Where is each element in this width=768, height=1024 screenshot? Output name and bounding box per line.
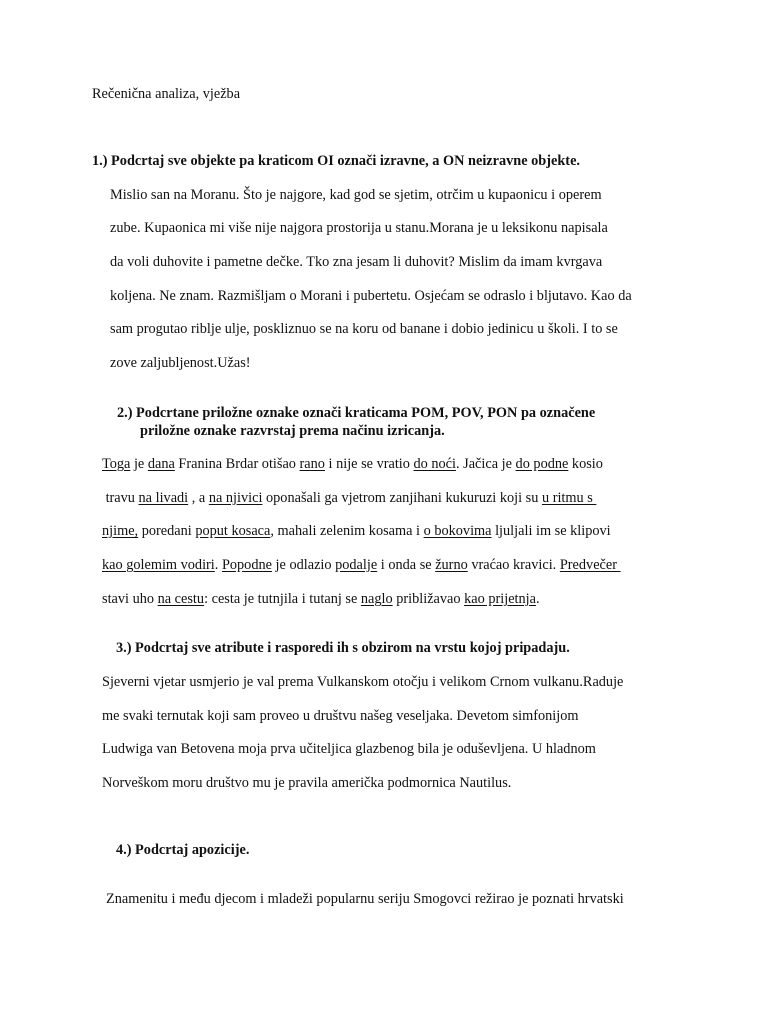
- underlined-adverbial: poput kosaca: [195, 523, 271, 539]
- task1-line: sam progutao riblje ulje, poskliznuo se na koru od banane i dobio jedinicu u školi. I to se: [110, 321, 618, 337]
- underlined-adverbial: žurno: [435, 557, 468, 573]
- task2-heading-line2: priložne oznake razvrstaj prema načinu izricanja.: [140, 423, 445, 439]
- text-segment: , mahali zelenim kosama i: [270, 523, 424, 539]
- underlined-adverbial: naglo: [360, 591, 393, 607]
- underlined-adverbial: na livadi: [138, 490, 189, 506]
- text-segment: je: [130, 456, 148, 472]
- text-segment: kosio: [568, 456, 603, 472]
- text-segment: : cesta je tutnjila i tutanj se: [204, 591, 361, 607]
- text-segment: i onda se: [377, 557, 436, 573]
- task3-line: Norveškom moru društvo mu je pravila američka podmornica Nautilus.: [102, 775, 512, 791]
- task3-line: me svaki ternutak koji sam proveo u društvu našeg veseljaka. Devetom simfonijom: [102, 708, 579, 724]
- text-segment: Franina Brdar otišao: [174, 456, 300, 472]
- underlined-adverbial: rano: [299, 456, 325, 472]
- task2-line: [102, 490, 596, 507]
- underlined-adverbial: Toga: [102, 456, 131, 472]
- task4-line: Znamenitu i među djecom i mladeži popularnu seriju Smogovci režirao je poznati hrvatski: [106, 891, 624, 907]
- underlined-adverbial: njime,: [102, 523, 139, 539]
- underlined-adverbial: Predvečer: [559, 557, 621, 573]
- underlined-adverbial: kao golemim vodiri: [102, 557, 215, 573]
- underlined-adverbial: u ritmu s: [541, 490, 597, 506]
- task2-heading-line1: 2.) Podcrtane priložne oznake označi kraticama POM, POV, PON pa označene: [117, 405, 596, 421]
- task2-line: [102, 456, 603, 473]
- underlined-adverbial: Popodne: [221, 557, 272, 573]
- text-segment: , a: [188, 490, 209, 506]
- text-segment: .: [535, 591, 540, 607]
- text-segment: .: [214, 557, 222, 573]
- task3-line: Sjeverni vjetar usmjerio je val prema Vulkanskom otočju i velikom Crnom vulkanu.Raduje: [102, 674, 624, 690]
- task1-line: koljena. Ne znam. Razmišljam o Morani i pubertetu. Osjećam se odraslo i bljutavo. Kao da: [110, 288, 632, 304]
- task2-line: [102, 523, 611, 540]
- underlined-adverbial: dana: [147, 456, 175, 472]
- text-segment: oponašali ga vjetrom zanjihani kukuruzi koji su: [262, 490, 542, 506]
- task1-line: zove zaljubljenost.Užas!: [110, 355, 251, 371]
- underlined-adverbial: podalje: [335, 557, 378, 573]
- text-segment: je odlazio: [271, 557, 336, 573]
- underlined-adverbial: o bokovima: [423, 523, 492, 539]
- task2-line: [102, 557, 621, 574]
- task1-line: Mislio san na Moranu. Što je najgore, kad god se sjetim, otrčim u kupaonicu i operem: [110, 187, 602, 203]
- underlined-adverbial: kao prijetnja: [464, 591, 536, 607]
- task1-line: da voli duhovite i pametne dečke. Tko zna jesam li duhovit? Mislim da imam kvrgava: [110, 254, 603, 270]
- text-segment: travu: [102, 490, 139, 506]
- task1-line: zube. Kupaonica mi više nije najgora prostorija u stanu.Morana je u leksikonu napisala: [110, 220, 608, 236]
- task2-line: [102, 591, 540, 608]
- task1-heading: 1.) Podcrtaj sve objekte pa kraticom OI označi izravne, a ON neizravne objekte.: [92, 153, 580, 169]
- text-segment: približavao: [392, 591, 465, 607]
- underlined-adverbial: na cestu: [157, 591, 205, 607]
- text-segment: poredani: [138, 523, 196, 539]
- underlined-adverbial: do noći: [413, 456, 456, 472]
- text-segment: i nije se vratio: [324, 456, 414, 472]
- text-segment: . Jačica je: [456, 456, 516, 472]
- task3-heading: 3.) Podcrtaj sve atribute i rasporedi ih s obzirom na vrstu kojoj pripadaju.: [116, 640, 570, 656]
- text-segment: ljuljali im se klipovi: [491, 523, 611, 539]
- task4-heading: 4.) Podcrtaj apozicije.: [116, 842, 250, 858]
- underlined-adverbial: do podne: [515, 456, 569, 472]
- document-title: Rečenična analiza, vježba: [92, 86, 241, 102]
- text-segment: vraćao kravici.: [467, 557, 560, 573]
- text-segment: stavi uho: [102, 591, 158, 607]
- task3-line: Ludwiga van Betovena moja prva učiteljica glazbenog bila je oduševljena. U hladnom: [102, 741, 596, 757]
- underlined-adverbial: na njivici: [208, 490, 263, 506]
